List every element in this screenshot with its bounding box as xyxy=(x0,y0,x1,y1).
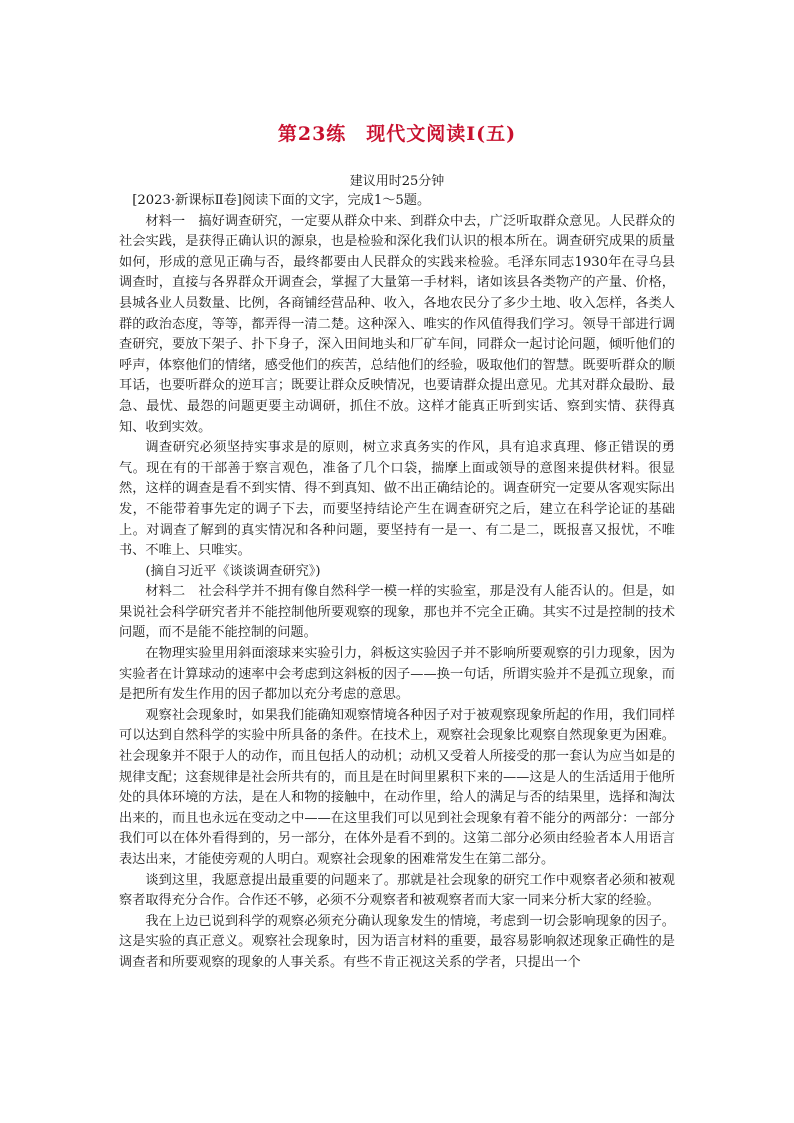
paragraph: 在物理实验里用斜面滚球来实验引力，斜板这实验因子并不影响所要观察的引力现象，因为实验者在计算球动的速率中会考虑到这斜板的因子——换一句话，所谓实验并不是孤立现象，而是把所有发生作用的因子都加以充分考虑的意思。 xyxy=(119,646,675,703)
paragraph: 谈到这里，我愿意提出最重要的问题来了。那就是社会现象的研究工作中观察者必须和被观察者取得充分合作。合作还不够，必须不分观察者和被观察者而大家一同来分析大家的经验。 xyxy=(119,872,675,909)
paragraph: 观察社会现象时，如果我们能确知观察情境各种因子对于被观察现象所起的作用，我们同样可以达到自然科学的实验中所具备的条件。在技术上，观察社会现象比观察自然现象更为困难。社会现象并不限于人的动作，而且包括人的动机；动机又受着人所接受的那一套认为应当如是的规律支配；这套规律是社会所共有的，而且是在时间里累积下来的——这是人的生活适用于他所处的具体环境的方法，是在人和物的接触中，在动作里，给人的满足与否的结果里，选择和淘汰出来的，而且也永远在变动之中——在这里我们可以见到社会现象有着不能分的两部分：一部分我们可以在体外看得到的，另一部分，在体外是看不到的。这第二部分必须由经验者本人用语言表达出来，才能使旁观的人明白。观察社会现象的困难常发生在第二部分。 xyxy=(119,707,675,867)
source-citation: (摘自习近平《谈谈调查研究》) xyxy=(145,563,321,579)
paragraph: 我在上边已说到科学的观察必须充分确认现象发生的情境，考虑到一切会影响现象的因子。这是实验的真正意义。观察社会现象时，因为语言材料的重要，最容易影响叙述现象正确性的是调查者和所要观察的现象的人事关系。有些不肯正视这关系的学者，只提出一个 xyxy=(119,913,675,970)
reading-passage xyxy=(119,191,675,974)
suggested-time: 建议用时25分钟 xyxy=(349,174,445,189)
paragraph: 调查研究必须坚持实事求是的原则，树立求真务实的作风，具有追求真理、修正错误的勇气。现在有的干部善于察言观色，准备了几个口袋，揣摩上面或领导的意图来提供材料。很显然，这样的调查是看不到实情、得不到真知、做不出正确结论的。调查研究一定要从客观实际出发，不能带着事先定的调子下去，而要坚持结论产生在调查研究之后，建立在科学论证的基础上。对调查了解到的真实情况和各种问题，要坚持有一是一、有二是二，既报喜又报忧，不唯书、不唯上、只唯实。 xyxy=(119,440,675,559)
paragraph-material-2: 材料二 社会科学并不拥有像自然科学一模一样的实验室，那是没有人能否认的。但是，如果说社会科学研究者并不能控制他所要观察的现象，那也并不完全正确。其实不过是控制的技术问题，而不是能不能控制的问题。 xyxy=(119,584,675,641)
page-title: 第23练 现代文阅读Ⅰ(五) xyxy=(277,123,517,145)
question-instruction: [2023·新课标Ⅱ卷]阅读下面的文字，完成1～5题。 xyxy=(132,193,431,208)
paragraph-material-1: 材料一 搞好调查研究，一定要从群众中来、到群众中去，广泛听取群众意见。人民群众的社会实践，是获得正确认识的源泉，也是检验和深化我们认识的根本所在。调查研究成果的质量如何，形成的意见正确与否，最终都要由人民群众的实践来检验。毛泽东同志1930年在寻乌县调查时，直接与各界群众开调查会，掌握了大量第一手材料，诸如该县各类物产的产量、价格，县城各业人员数量、比例，各商铺经营品种、收入，各地农民分了多少土地、收入怎样，各类人群的政治态度，等等，都弄得一清二楚。这种深入、唯实的作风值得我们学习。领导干部进行调查研究，要放下架子、扑下身子，深入田间地头和厂矿车间，同群众一起讨论问题，倾听他们的呼声，体察他们的情绪，感受他们的疾苦，总结他们的经验，吸取他们的智慧。既要听群众的顺耳话，也要听群众的逆耳言；既要让群众反映情况，也要请群众提出意见。尤其对群众最盼、最急、最忧、最怨的问题更要主动调研，抓住不放。这样才能真正听到实话、察到实情、获得真知、收到实效。 xyxy=(119,213,675,435)
